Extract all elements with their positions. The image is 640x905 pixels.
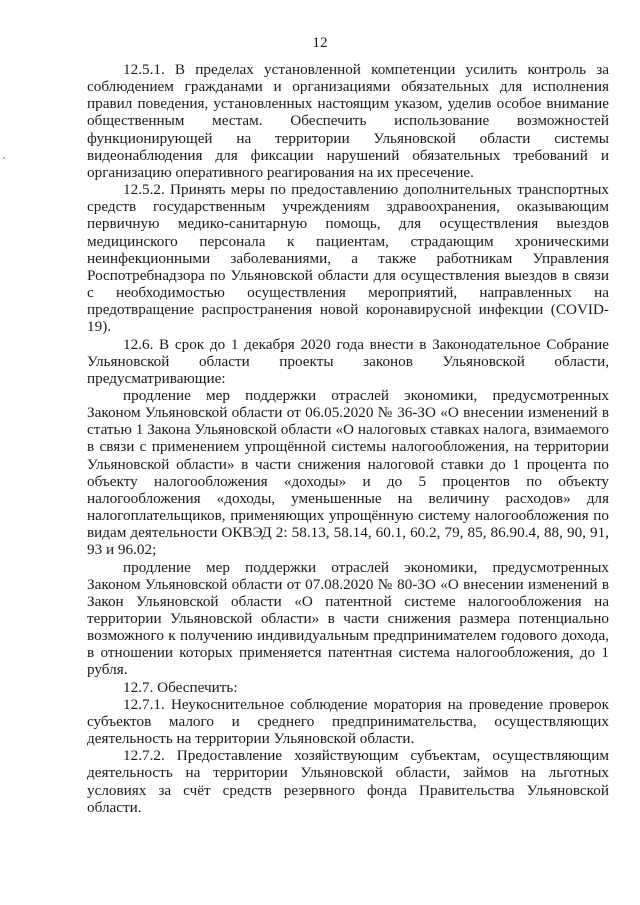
paragraph-12-6-item-2: продление мер поддержки отраслей экономики, предусмотренных Законом Ульяновской области от 07.08.2020 № 80-ЗО «О внесении изменений в Закон Ульяновской области «О патентной системе налогообложения на территории Ульяновской области» в части снижения размера потенциально возможного к получению индивидуальным предпринимателем годового дохода, в отношении которых применяется патентная система налогообложения, до 1 рубля. <box>87 558 609 679</box>
paragraph-12-5-2: 12.5.2. Принять меры по предоставлению дополнительных транспортных средств государственным учреждениям здравоохранения, оказывающим первичную медико-санитарную помощь, для осуществления выездов медицинского персонала к пациентам, страдающим хроническими неинфекционными заболеваниями, а также работникам Управления Роспотребнадзора по Ульяновской области для осуществления выездов в связи с необходимостью осуществления мероприятий, направленных на предотвращение распространения новой коронавирусной инфекции (COVID-19). <box>87 181 609 336</box>
page-number: 12 <box>312 34 328 51</box>
paragraph-12-7-2: 12.7.2. Предоставление хозяйствующим субъектам, осуществляющим деятельность на территории Ульяновской области, займов на льготных условиях за счёт средств резервного фонда Правительства Ульяновской области. <box>87 747 609 816</box>
paragraph-12-6: 12.6. В срок до 1 декабря 2020 года внести в Законодательное Собрание Ульяновской области проекты законов Ульяновской области, предусматривающие: <box>87 335 609 387</box>
paragraph-12-7-1: 12.7.1. Неукоснительное соблюдение моратория на проведение проверок субъектов малого и среднего предпринимательства, осуществляющих деятельность на территории Ульяновской области. <box>87 695 609 748</box>
paragraph-12-7: 12.7. Обеспечить: <box>123 678 238 696</box>
scan-speck <box>3 157 5 159</box>
document-body <box>87 61 609 816</box>
paragraph-12-5-1: 12.5.1. В пределах установленной компетенции усилить контроль за соблюдением гражданами и организациями обязательных для исполнения правил поведения, установленных настоящим указом, уделив особое внимание общественным местам. Обеспечить использование возможностей функционирующей на территории Ульяновской области системы видеонаблюдения для фиксации нарушений обязательных требований и организацию оперативного реагирования на их пресечение. <box>87 61 609 181</box>
paragraph-12-6-item-1: продление мер поддержки отраслей экономики, предусмотренных Законом Ульяновской области от 06.05.2020 № 36-ЗО «О внесении изменений в статью 1 Закона Ульяновской области «О налоговых ставках налога, взимаемого в связи с применением упрощённой системы налогообложения, на территории Ульяновской области» в части снижения налоговой ставки до 1 процента по объекту налогообложения «доходы» и до 5 процентов по объекту налогообложения «доходы, уменьшенные на величину расходов» для налогоплательщиков, применяющих упрощённую систему налогообложения по видам деятельности ОКВЭД 2: 58.13, 58.14, 60.1, 60.2, 79, 85, 86.90.4, 88, 90, 91, 93 и 96.02; <box>87 386 609 559</box>
